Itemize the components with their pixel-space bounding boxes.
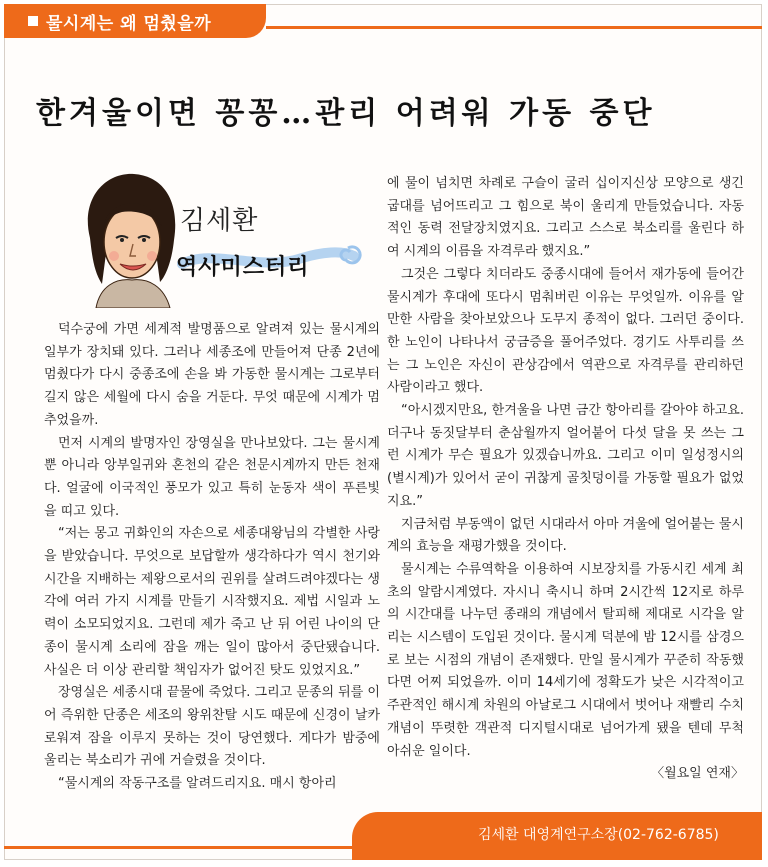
paragraph: 에 물이 넘치면 차례로 구슬이 굴러 십이지신상 모양으로 생긴 굽대를 넘어뜨리고 그 힘으로 북이 울리게 만들었습니다. 자동적인 동력 전달장치였지요. 그리고 스스로 북소리를 울린다 하여 시계의 이름을 자격루라 했지요.” bbox=[387, 176, 744, 260]
paragraph: “아시겠지만요, 한겨울을 나면 금간 항아리를 갈아야 하고요. 더구나 동짓달부터 춘삼월까지 얼어붙어 다섯 달을 못 쓰는 그런 시계가 무슨 필요가 있겠습니까요. 그리고 이미 일성정시의(별시계)가 있어서 굳이 귀찮게 골칫덩이를 가동할 필요가 없었지요.” bbox=[387, 403, 744, 509]
paragraph: 그것은 그렇다 치더라도 중종시대에 들어서 재가동에 들어간 물시계가 후대에 또다시 멈춰버린 이유는 무엇일까. 이유를 알 만한 사람을 찾아보았으나 도무지 종적이 없다. 그러던 중이다. 한 노인이 나타나서 궁금증을 풀어주었다. 경기도 사투리를 쓰는 그 노인은 자신이 관상감에서 역관으로 자격루를 관리하던 사람이라고 했다. bbox=[387, 266, 744, 396]
headline: 한겨울이면 꽁꽁…관리 어려워 가동 중단 bbox=[36, 96, 656, 131]
paragraph: 먼저 시계의 발명자인 장영실을 만나보았다. 그는 물시계뿐 아니라 앙부일귀와 혼천의 같은 천문시계까지 만든 천재다. 얼굴에 이국적인 풍모가 있고 특히 눈동자 색이 푸른빛을 띠고 있다. bbox=[44, 435, 380, 519]
paragraph: “저는 몽고 귀화인의 자손으로 세종대왕님의 각별한 사랑을 받았습니다. 무엇으로 보답할까 생각하다가 역시 천기와 시간을 지배하는 제왕으로서의 권위를 살려드려야겠다는 생각에 여러 가지 시계를 만들기 시작했지요. 제법 시일과 노력이 소모되었지요. 그런데 제가 죽고 난 뒤 어린 나이의 단종이 물시계 소리에 잠을 깨는 일이 많아서 중단됐습니다. 사실은 더 이상 관리할 책임자가 없어진 탓도 있었지요.” bbox=[44, 526, 380, 678]
square-bullet-icon bbox=[28, 16, 38, 26]
paragraph: 덕수궁에 가면 세계적 발명품으로 알려져 있는 물시계의 일부가 장치돼 있다. 그러나 세종조에 만들어져 단종 2년에 멈췄다가 다시 중종조에 손을 봐 가동한 물시계는 그로부터 길지 않은 세월에 다시 숨을 거둔다. 무엇 때문에 시계가 멈추었을까. bbox=[44, 322, 380, 428]
series-note: 〈월요일 연재〉 bbox=[651, 766, 744, 782]
author-name: 김세환 bbox=[180, 206, 259, 236]
paragraph: “물시계의 작동구조를 알려드리지요. 매시 항아리 bbox=[58, 776, 337, 792]
series-label: 역사미스터리 bbox=[176, 255, 310, 280]
paragraph: 장영실은 세종시대 끝물에 죽었다. 그리고 문종의 뒤를 이어 즉위한 단종은 세조의 왕위찬탈 시도 때문에 신경이 날카로워져 잠을 이루지 못하는 것이 당연했다. 게다가 밤중에 울리는 북소리가 귀에 거슬렸을 것이다. bbox=[44, 685, 380, 769]
top-rule bbox=[266, 26, 762, 29]
author-portrait-icon bbox=[76, 168, 186, 308]
author-card bbox=[76, 168, 366, 308]
section-tab-label: 물시계는 왜 멈췄을까 bbox=[46, 14, 212, 34]
section-tab bbox=[4, 4, 266, 38]
left-column bbox=[44, 319, 380, 796]
byline: 김세환 대영계연구소장(02-762-6785) bbox=[478, 827, 719, 843]
right-column bbox=[387, 173, 744, 786]
paragraph: 물시계는 수류역학을 이용하여 시보장치를 가동시킨 세계 최초의 알람시계였다. 자시니 축시니 하며 2시간씩 12지로 하루의 시간대를 나누던 종래의 개념에서 탈피해 제대로 시각을 알리는 시스템이 도입된 것이다. 물시계 덕분에 밤 12시를 삼경으로 보는 시점의 개념이 존재했다. 만일 물시계가 꾸준히 작동했다면 어찌 되었을까. 이미 14세기에 정확도가 낮은 시각적이고 주관적인 해시계 차원의 아날로그 시대에서 벗어나 재빨리 수치개념이 뚜렷한 객관적 디지털시대로 넘어가게 됐을 텐데 무척 아쉬운 일이다. bbox=[387, 561, 744, 759]
paragraph: 지금처럼 부동액이 없던 시대라서 아마 겨울에 얼어붙는 물시계의 효능을 재평가했을 것이다. bbox=[387, 516, 744, 555]
bottom-rule bbox=[4, 846, 364, 849]
